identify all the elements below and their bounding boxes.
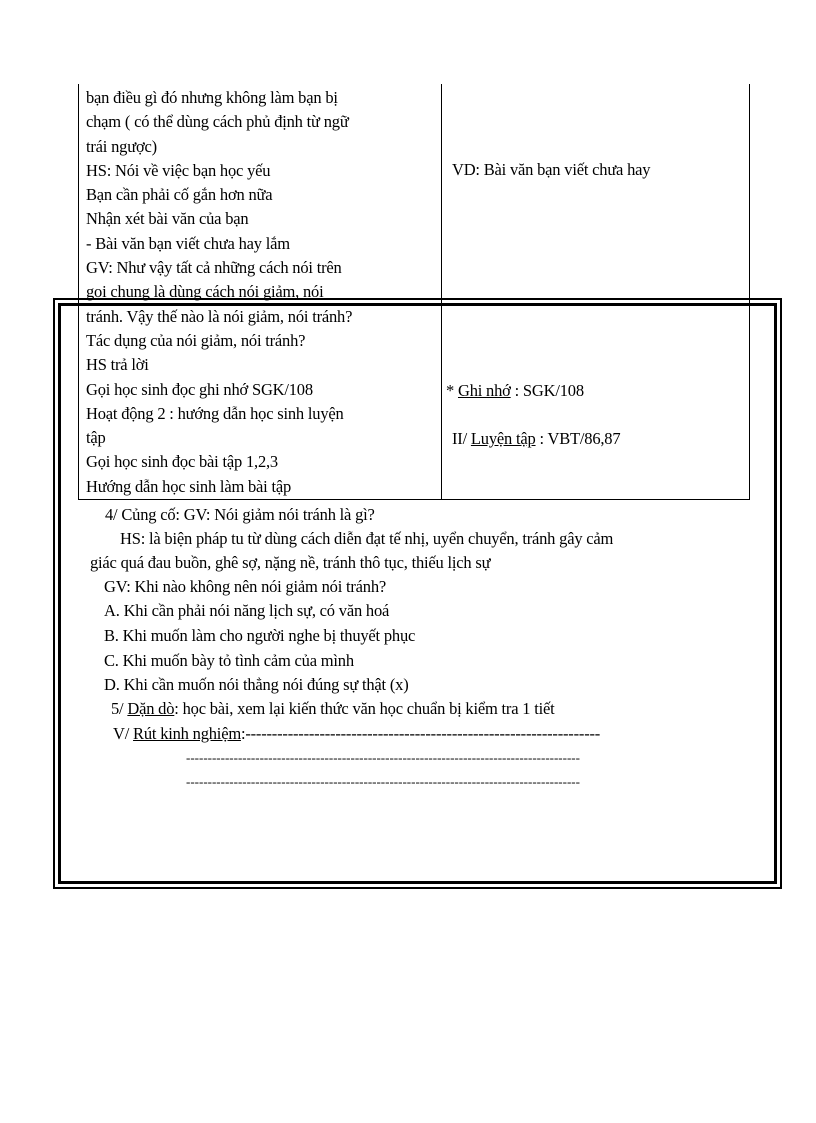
- luyen-tap-prefix: II/: [452, 429, 471, 448]
- table-left-line: Hướng dẫn học sinh làm bài tập: [86, 476, 292, 496]
- ghi-nho-ref: : SGK/108: [510, 381, 584, 400]
- table-left-line: Hoạt động 2 : hướng dẫn học sinh luyện: [86, 403, 344, 423]
- option-d: D. Khi cần muốn nói thẳng nói đúng sự thật (x): [104, 675, 409, 694]
- dan-do-label: Dặn dò: [127, 699, 175, 718]
- dashed-line: -------------------------------------------------------------------------------------------: [186, 774, 580, 789]
- option-b: B. Khi muốn làm cho người nghe bị thuyết phục: [104, 626, 416, 645]
- answer-line-1: HS: là biện pháp tu từ dùng cách diễn đạt tế nhị, uyển chuyển, tránh gây cảm: [120, 529, 614, 548]
- luyen-tap-entry: [452, 429, 620, 449]
- luyen-tap-label: Luyện tập: [470, 429, 536, 448]
- ghi-nho-label: Ghi nhớ: [457, 381, 511, 400]
- table-left-line: tập: [86, 428, 106, 448]
- table-left-line: HS: Nói về việc bạn học yếu: [86, 160, 271, 180]
- cung-co-line: 4/ Củng cố: GV: Nói giảm nói tránh là gì?: [105, 505, 375, 524]
- dan-do-prefix: 5/: [111, 699, 128, 718]
- option-a: A. Khi cần phải nói năng lịch sự, có văn hoá: [104, 601, 390, 620]
- table-left-line: - Bài văn bạn viết chưa hay lắm: [86, 233, 290, 253]
- table-left-line: GV: Như vậy tất cả những cách nói trên: [86, 258, 342, 278]
- ghi-nho-entry: [446, 381, 584, 401]
- dan-do-line: [111, 699, 555, 719]
- table-left-line: HS trả lời: [86, 355, 149, 375]
- table-left-column: [86, 86, 436, 499]
- answer-line-2: giác quá đau buồn, ghê sợ, nặng nề, tránh thô tục, thiếu lịch sự: [90, 553, 491, 572]
- table-left-line: tránh. Vậy thế nào là nói giảm, nói tránh?: [86, 306, 353, 326]
- rut-kinh-dashes: :-------------------------------------------------------------------: [240, 724, 601, 743]
- table-left-line: Gọi học sinh đọc ghi nhớ SGK/108: [86, 379, 313, 399]
- table-left-line: trái ngược): [86, 136, 157, 156]
- table-column-divider: [441, 84, 442, 500]
- ghi-nho-prefix: *: [446, 381, 458, 400]
- rut-kinh-nghiem-line: [113, 724, 713, 744]
- table-left-line: Bạn cần phải cố gắn hơn nữa: [86, 185, 273, 205]
- table-left-line: Nhận xét bài văn của bạn: [86, 209, 249, 229]
- table-left-line: chạm ( có thể dùng cách phủ định từ ngữ: [86, 112, 349, 132]
- dashed-line: -------------------------------------------------------------------------------------------: [186, 750, 580, 765]
- luyen-tap-ref: : VBT/86,87: [535, 429, 621, 448]
- question-line: GV: Khi nào không nên nói giảm nói tránh?: [104, 577, 387, 596]
- option-c: C. Khi muốn bày tỏ tình cảm của mình: [104, 651, 354, 670]
- dan-do-text: : học bài, xem lại kiến thức văn học chuẩn bị kiểm tra 1 tiết: [174, 699, 555, 718]
- table-left-line: Gọi học sinh đọc bài tập 1,2,3: [86, 452, 278, 472]
- table-left-line: gọi chung là dùng cách nói giảm, nói: [86, 282, 324, 302]
- example-text: VD: Bài văn bạn viết chưa hay: [452, 160, 651, 179]
- rut-kinh-label: Rút kinh nghiệm: [133, 724, 241, 743]
- rut-kinh-prefix: V/: [113, 724, 134, 743]
- table-left-line: bạn điều gì đó nhưng không làm bạn bị: [86, 88, 338, 107]
- table-left-line: Tác dụng của nói giảm, nói tránh?: [86, 330, 306, 350]
